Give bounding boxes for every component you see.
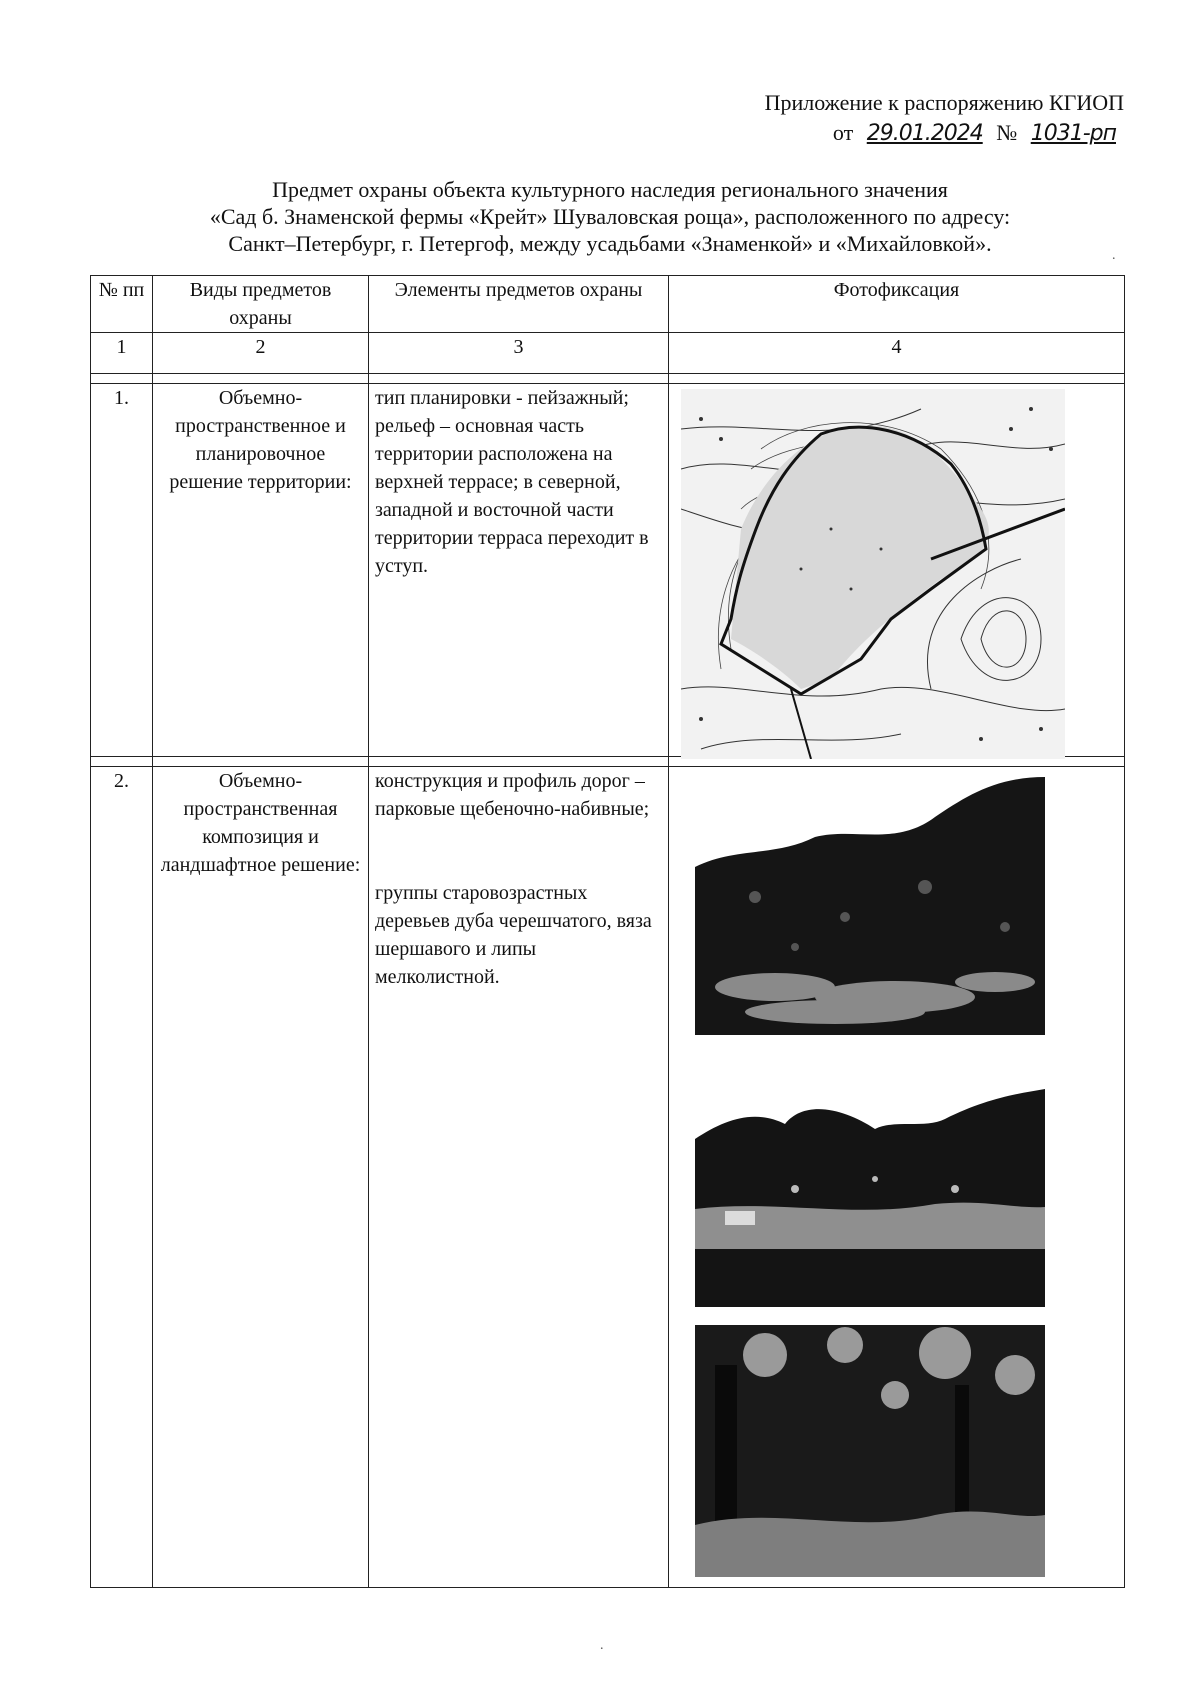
- photo-cell: [669, 767, 1125, 1588]
- table-header-row: [91, 276, 1125, 333]
- col-number-1: 1: [91, 333, 153, 374]
- element-item: конструкция и профиль дорог – парковые щебеночно-набивные;: [375, 770, 650, 820]
- protection-elements: [369, 767, 669, 1588]
- element-item: тип планировки - пейзажный;: [375, 387, 629, 409]
- appendix-header: [765, 88, 1124, 149]
- protection-type: Объемно-пространственное и планировочное решение территории:: [153, 384, 369, 757]
- park-photo-3: [695, 1325, 1045, 1577]
- table-row: [91, 767, 1125, 1588]
- scan-speck: .: [600, 1638, 604, 1653]
- appendix-line: Приложение к распоряжению КГИОП: [764, 90, 1124, 115]
- header-elements: Элементы предметов охраны: [369, 276, 669, 333]
- title-line-2: «Сад б. Знаменской фермы «Крейт» Шуваловская роща», расположенного по адресу:: [209, 204, 1011, 229]
- protection-elements: [369, 384, 669, 757]
- title-line-1: Предмет охраны объекта культурного наследия регионального значения: [272, 177, 948, 202]
- header-photo: Фотофиксация: [669, 276, 1125, 333]
- col-number-4: 4: [669, 333, 1125, 374]
- scan-speck: .: [1112, 248, 1116, 263]
- table-row: [91, 384, 1125, 757]
- element-item: группы старовозрастных деревьев дуба черешчатого, вяза шершавого и липы мелколистной.: [375, 882, 652, 988]
- topographic-map-image: [681, 389, 1065, 759]
- order-number: 1031-рп: [1030, 121, 1116, 146]
- order-date: 29.01.2024: [866, 121, 983, 146]
- from-label: от: [832, 120, 854, 145]
- protection-type: Объемно-пространственная композиция и ландшафтное решение:: [153, 767, 369, 1588]
- row-number: 1.: [91, 384, 153, 757]
- photo-cell: [669, 384, 1125, 757]
- col-number-3: 3: [369, 333, 669, 374]
- col-number-2: 2: [153, 333, 369, 374]
- number-label: №: [996, 120, 1018, 145]
- header-type: Виды предметов охраны: [153, 276, 369, 333]
- header-num: № пп: [91, 276, 153, 333]
- protection-table: [90, 275, 1125, 1588]
- element-item: рельеф – основная часть территории расположена на верхней террасе; в северной, западной и восточной части территории терраса переходит в уступ.: [375, 415, 649, 577]
- park-photo-2: [695, 1089, 1045, 1307]
- title-line-3: Санкт–Петербург, г. Петергоф, между усадьбами «Знаменкой» и «Михайловкой».: [228, 231, 992, 256]
- row-number: 2.: [91, 767, 153, 1588]
- column-number-row: [91, 333, 1125, 374]
- order-reference: [765, 118, 1124, 149]
- document-title: [60, 176, 1160, 257]
- park-photo-1: [695, 777, 1045, 1035]
